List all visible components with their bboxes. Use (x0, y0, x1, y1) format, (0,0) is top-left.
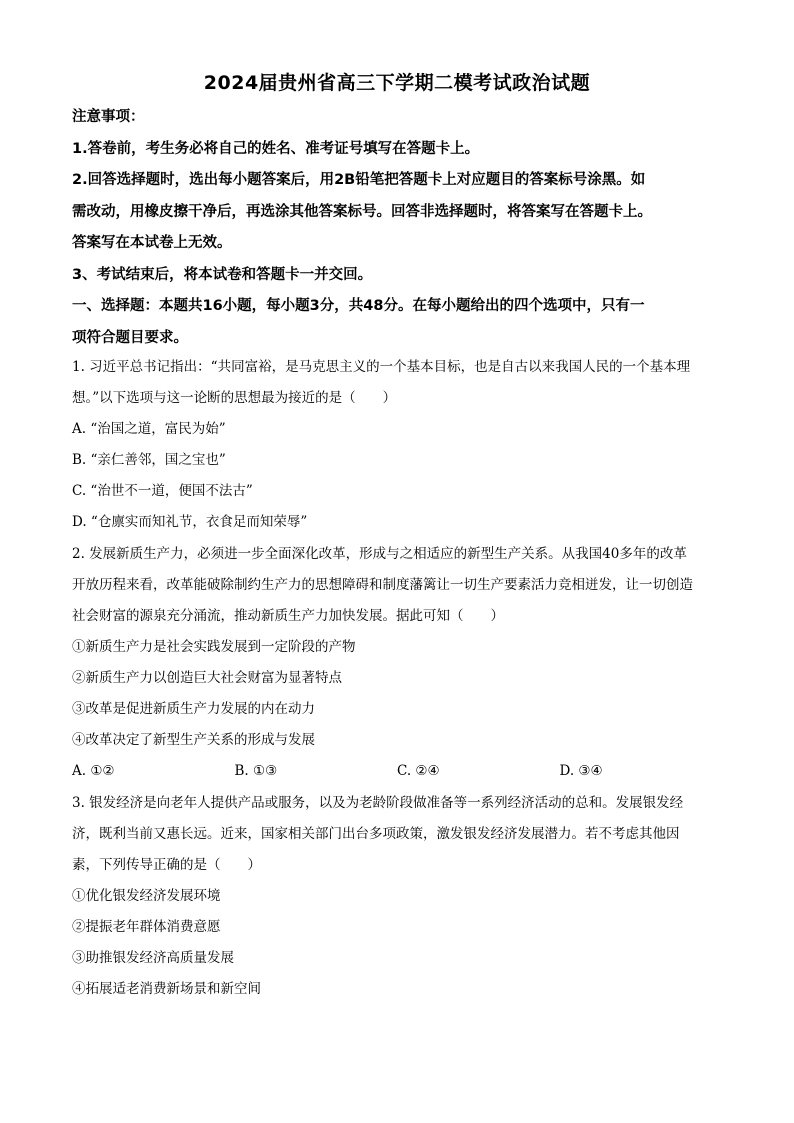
notice-item-1: 1.答卷前，考生务必将自己的姓名、准考证号填写在答题卡上。 (72, 140, 480, 157)
q1-option-c: C. “治世不一道，便国不法古” (72, 483, 253, 499)
q3-statement-2: ②提振老年群体消费意愿 (72, 919, 221, 935)
q2-stem-line-3: 社会财富的源泉充分涌流，推动新质生产力加快发展。据此可知（ ） (72, 608, 504, 624)
page-title: 2024届贵州省高三下学期二模考试政治试题 (203, 72, 591, 94)
q1-option-a: A. “治国之道，富民为始” (72, 421, 226, 437)
notice-item-2-line-1: 2.回答选择题时，选出每小题答案后，用2B铅笔把答题卡上对应题目的答案标号涂黑。如 (72, 172, 646, 188)
q2-options (72, 756, 722, 787)
q2-option-d: D. ③④ (559, 763, 603, 779)
q1-option-b: B. “亲仁善邻，国之宝也” (72, 452, 226, 468)
q2-option-c: C. ②④ (397, 763, 440, 779)
q3-statement-4: ④拓展适老消费新场景和新空间 (72, 981, 261, 997)
q1-stem-line-2: 想。”以下选项与这一论断的思想最为接近的是（ ） (72, 390, 397, 406)
q2-option-b: B. ①③ (234, 763, 278, 779)
notice-section (72, 102, 722, 354)
q3-statement-3: ③助推银发经济高质量发展 (72, 950, 234, 966)
section-heading-line-1: 一、选择题：本题共16小题，每小题3分，共48分。在每小题给出的四个选项中，只有一 (72, 298, 645, 314)
q3-statement-1: ①优化银发经济发展环境 (72, 888, 221, 904)
notice-item-3: 3、考试结束后，将本试卷和答题卡一并交回。 (72, 266, 373, 283)
q2-statement-3: ③改革是促进新质生产力发展的内在动力 (72, 701, 315, 717)
q2-stem-line-2: 开放历程来看，改革能破除制约生产力的思想障碍和制度藩篱让一切生产要素活力竞相迸发，让一切创造 (72, 577, 693, 593)
section-heading-line-2: 项符合题目要求。 (72, 329, 188, 346)
question-1 (72, 352, 722, 538)
notice-heading: 注意事项： (72, 109, 145, 125)
q3-stem-line-2: 济，既利当前又惠长远。近来，国家相关部门出台多项政策，激发银发经济发展潜力。若不考虑其他因 (72, 826, 680, 842)
question-2 (72, 539, 722, 787)
q2-stem-line-1: 2. 发展新质生产力，必须进一步全面深化改革，形成与之相适应的新型生产关系。从我国40多年的改革 (72, 546, 687, 562)
q1-option-d: D. “仓廪实而知礼节，衣食足而知荣辱” (72, 514, 308, 530)
q3-stem-line-3: 素，下列传导正确的是（ ） (72, 857, 261, 873)
question-3 (72, 788, 722, 1005)
notice-item-2-line-2: 需改动，用橡皮擦干净后，再选涂其他答案标号。回答非选择题时，将答案写在答题卡上。 (72, 203, 652, 220)
q1-stem-line-1: 1. 习近平总书记指出：“共同富裕，是马克思主义的一个基本目标，也是自古以来我国人民的一个基本理 (72, 359, 691, 375)
q2-statement-2: ②新质生产力以创造巨大社会财富为显著特点 (72, 670, 342, 686)
q2-statement-1: ①新质生产力是社会实践发展到一定阶段的产物 (72, 639, 356, 655)
q2-option-a: A. ①② (72, 763, 115, 779)
q2-statement-4: ④改革决定了新型生产关系的形成与发展 (72, 732, 315, 748)
notice-item-2-line-3: 答案写在本试卷上无效。 (72, 235, 232, 251)
q3-stem-line-1: 3. 银发经济是向老年人提供产品或服务，以及为老龄阶段做准备等一系列经济活动的总和。发展银发经 (72, 795, 684, 811)
